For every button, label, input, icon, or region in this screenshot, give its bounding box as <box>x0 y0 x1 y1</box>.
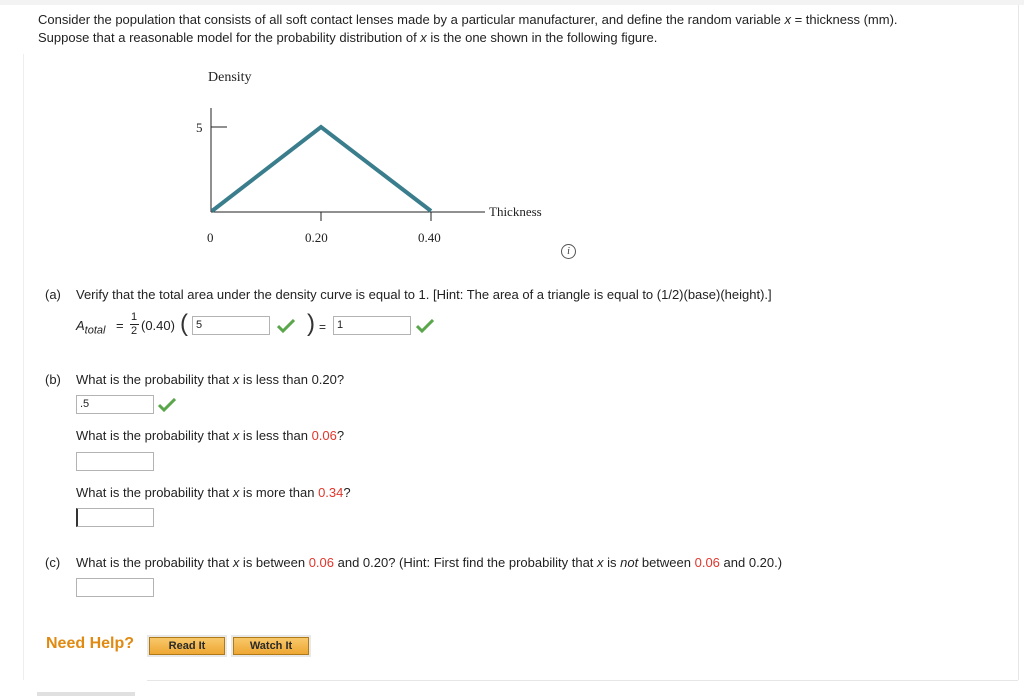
q-text: ? <box>336 428 345 443</box>
q-highlight-number: 0.06 <box>308 555 334 570</box>
prob-less-020-input[interactable]: .5 <box>76 395 154 414</box>
q-highlight-number: 0.06 <box>694 555 720 570</box>
result-equals: = <box>319 320 327 334</box>
q-var: x <box>232 372 240 387</box>
q-text: What is the probability that <box>76 372 233 387</box>
q-text: is <box>603 555 621 570</box>
density-curve <box>212 127 431 211</box>
a-subscript: total <box>84 324 106 337</box>
left-border <box>23 54 24 680</box>
q-text: and 0.20? (Hint: First find the probability that <box>334 555 598 570</box>
y-axis-label: Density <box>208 70 252 85</box>
q-highlight-number: 0.34 <box>318 485 344 500</box>
x-tick-label-040: 0.40 <box>418 230 441 245</box>
prob-less-006-input[interactable] <box>76 452 154 471</box>
q-var: x <box>232 428 240 443</box>
checkmark-icon <box>416 319 434 333</box>
close-paren: ) <box>307 310 315 337</box>
intro-var: x <box>420 30 427 45</box>
fraction-numerator: 1 <box>130 311 138 323</box>
y-tick-label: 5 <box>196 120 203 135</box>
q-text: is less than <box>239 428 312 443</box>
q-var: x <box>232 555 240 570</box>
q-text: What is the probability that <box>76 555 233 570</box>
q-text: is more than <box>239 485 319 500</box>
q-text: What is the probability that <box>76 485 233 500</box>
part-c-label: (c) <box>45 555 61 570</box>
a-symbol: A <box>76 318 85 333</box>
problem-intro <box>38 11 1013 47</box>
prob-more-034-input[interactable] <box>76 508 154 527</box>
fraction-denominator: 2 <box>130 325 138 337</box>
part-b-question-2 <box>76 428 344 443</box>
q-var: x <box>232 485 240 500</box>
a-total-symbol <box>76 318 105 337</box>
intro-text: Suppose that a reasonable model for the probability distribution of <box>38 30 421 45</box>
x-axis-label: Thickness <box>489 204 542 219</box>
watch-it-button[interactable]: Watch It <box>233 637 309 655</box>
height-input[interactable]: 5 <box>192 316 270 335</box>
part-a-question: Verify that the total area under the density curve is equal to 1. [Hint: The area of a triangle is equal to (1/2)(base)(height).] <box>76 287 772 302</box>
part-b-question-1 <box>76 372 344 387</box>
total-area-input[interactable]: 1 <box>333 316 411 335</box>
q-text: is less than 0.20? <box>239 372 345 387</box>
q-text: is between <box>239 555 309 570</box>
density-figure <box>200 100 500 225</box>
part-a-label: (a) <box>45 287 61 302</box>
read-it-button[interactable]: Read It <box>149 637 225 655</box>
part-b-label: (b) <box>45 372 61 387</box>
x-tick-label-0: 0 <box>207 230 214 245</box>
part-b-question-3 <box>76 485 351 500</box>
checkmark-icon <box>277 319 295 333</box>
intro-var: x <box>784 12 791 27</box>
need-help-label: Need Help? <box>46 635 135 652</box>
bottom-border <box>147 680 1018 681</box>
checkmark-icon <box>158 398 176 412</box>
q-text: and 0.20.) <box>719 555 783 570</box>
intro-text: is the one shown in the following figure. <box>426 30 658 45</box>
q-text: ? <box>343 485 351 500</box>
bottom-scroll-area <box>37 692 135 696</box>
prob-between-input[interactable] <box>76 578 154 597</box>
base-term: (0.40) <box>141 318 175 333</box>
a-equals: = <box>116 318 124 333</box>
info-icon[interactable]: i <box>561 244 576 259</box>
q-emphasis: not <box>620 555 639 570</box>
q-var: x <box>597 555 604 570</box>
intro-text: Consider the population that consists of all soft contact lenses made by a particular manufacturer, and define the random variable <box>38 12 785 27</box>
open-paren: ( <box>180 310 188 337</box>
part-c-question <box>76 555 782 570</box>
q-text: What is the probability that <box>76 428 233 443</box>
right-border <box>1018 5 1019 680</box>
intro-text: = thickness (mm). <box>790 12 898 27</box>
top-border <box>0 0 1024 5</box>
q-text: between <box>638 555 695 570</box>
q-highlight-number: 0.06 <box>311 428 337 443</box>
x-tick-label-020: 0.20 <box>305 230 328 245</box>
